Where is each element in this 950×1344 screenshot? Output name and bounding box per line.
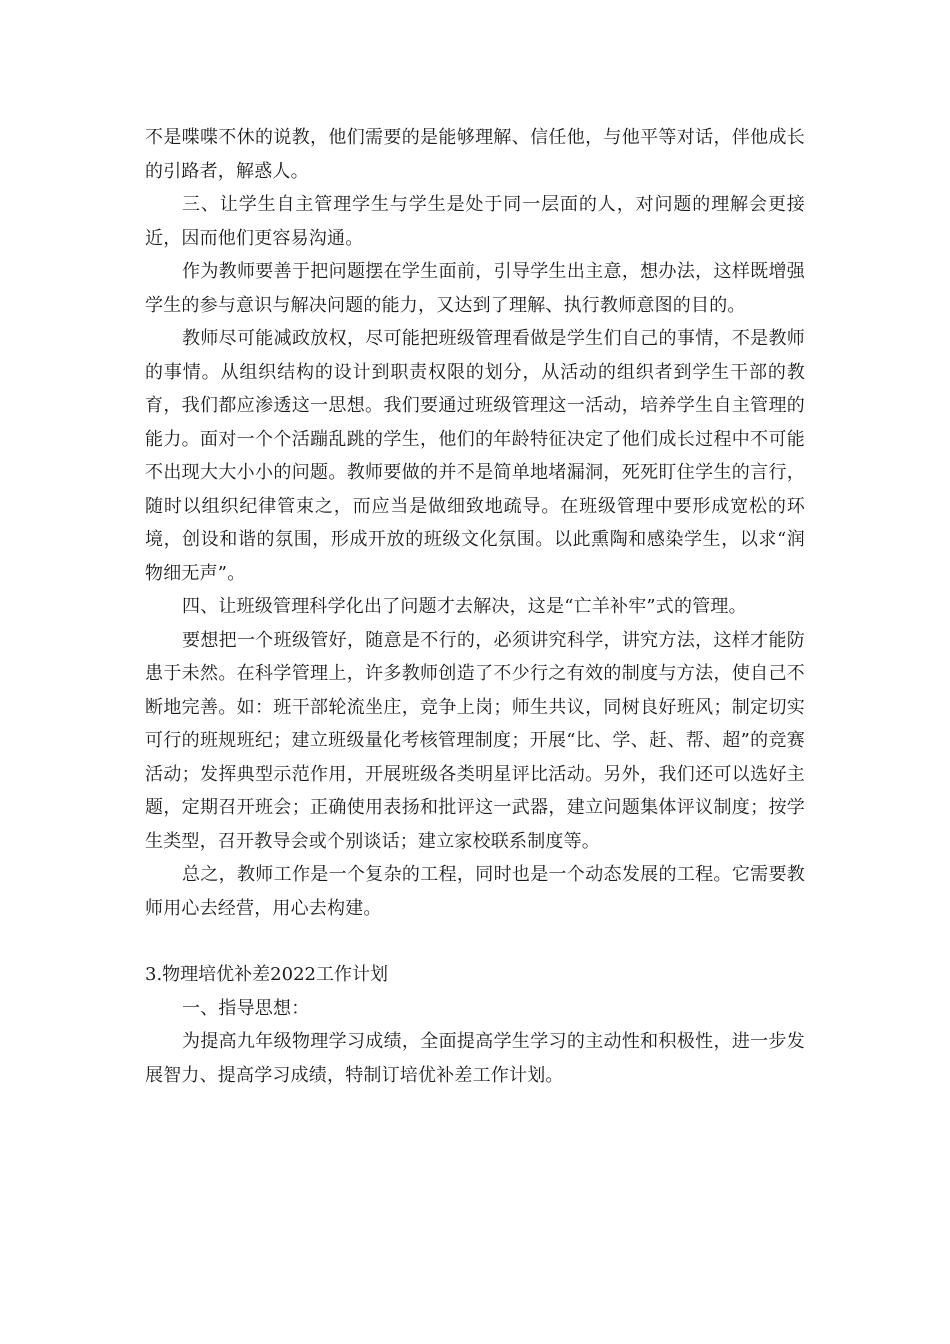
paragraph-teacher-role: 作为教师要善于把问题摆在学生面前，引导学生出主意，想办法，这样既增强学生的参与意识与解决问题的能力，又达到了理解、执行教师意图的目的。 [145,261,805,316]
section-heading: 3.物理培优补差2022工作计划 [145,964,388,985]
section-paragraph: 为提高九年级物理学习成绩，全面提高学生学习的主动性和积极性，进一步发展智力、提高学习成绩，特制订培优补差工作计划。 [145,1031,805,1086]
paragraph-point-four: 四、让班级管理科学化出了问题才去解决，这是“亡羊补牢”式的管理。 [182,596,747,617]
document-page [145,121,805,1092]
paragraph-scientific-management: 要想把一个班级管好，随意是不行的，必须讲究科学，讲究方法，这样才能防患于未然。在科学管理上，许多教师创造了不少行之有效的制度与方法，使自己不断地完善。如：班干部轮流坐庄，竞争上岗；师生共议，同树良好班风；制定切实可行的班规班纪；建立班级量化考核管理制度；开展“比、学、赶、帮、超”的竞赛活动；发挥典型示范作用，开展班级各类明星评比活动。另外，我们还可以选好主题，定期召开班会；正确使用表扬和批评这一武器，建立问题集体评议制度；按学生类型，召开教导会或个别谈话；建立家校联系制度等。 [145,629,805,852]
section-subheading: 一、指导思想： [182,997,310,1019]
paragraph-conclusion: 总之，教师工作是一个复杂的工程，同时也是一个动态发展的工程。它需要教师用心去经营，用心去构建。 [145,864,805,919]
paragraph-point-three: 三、让学生自主管理学生与学生是处于同一层面的人，对问题的理解会更接近，因而他们更容易沟通。 [145,194,805,249]
paragraph-delegation: 教师尽可能减政放权，尽可能把班级管理看做是学生们自己的事情，不是教师的事情。从组织结构的设计到职责权限的划分，从活动的组织者到学生干部的教育，我们都应渗透这一思想。我们要通过班级管理这一活动，培养学生自主管理的能力。面对一个个活蹦乱跳的学生，他们的年龄特征决定了他们成长过程中不可能不出现大大小小的问题。教师要做的并不是简单地堵漏洞，死死盯住学生的言行，随时以组织纪律管束之，而应当是做细致地疏导。在班级管理中要形成宽松的环境，创设和谐的氛围，形成开放的班级文化氛围。以此熏陶和感染学生，以求“润物细无声”。 [145,328,805,584]
paragraph-continuation: 不是喋喋不休的说教，他们需要的是能够理解、信任他，与他平等对话，伴他成长的引路者，解惑人。 [145,127,805,182]
